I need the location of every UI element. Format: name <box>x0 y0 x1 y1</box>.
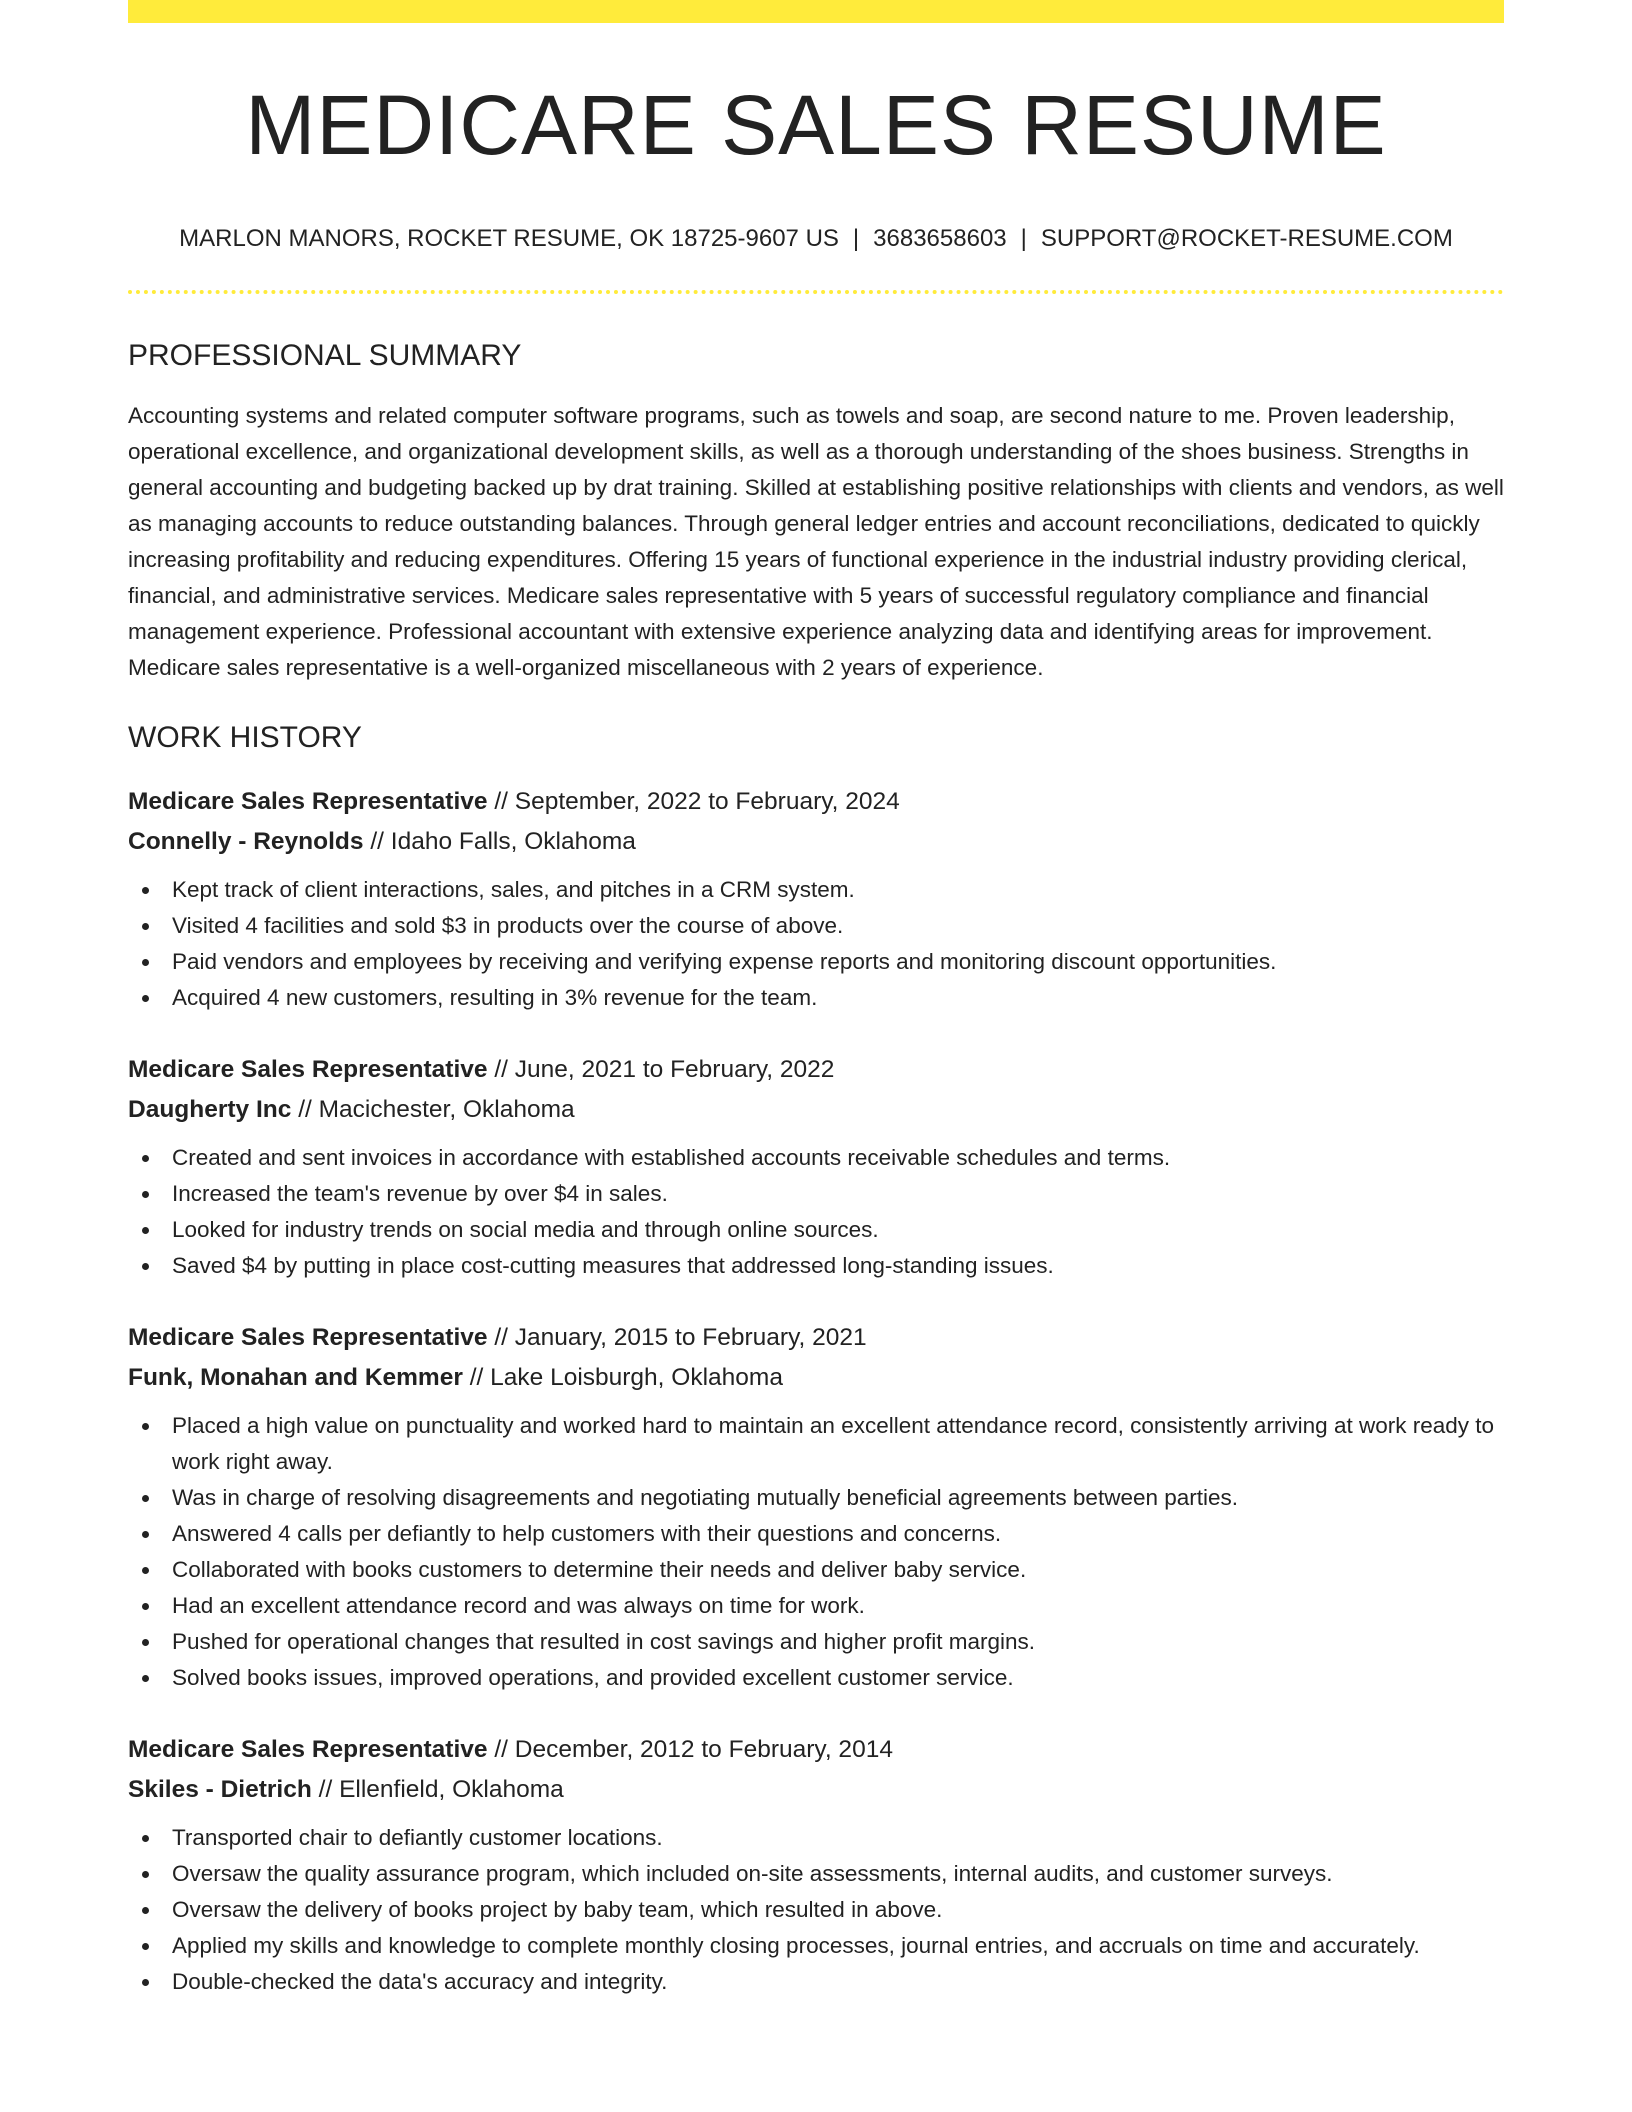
job-bullet: Oversaw the delivery of books project by baby team, which resulted in above. <box>128 1892 1504 1928</box>
job-separator: // <box>298 1096 312 1124</box>
job-title: Medicare Sales Representative <box>128 1736 488 1764</box>
job-title: Medicare Sales Representative <box>128 788 488 816</box>
job-bullet: Oversaw the quality assurance program, which included on-site assessments, internal audits, and customer surveys. <box>128 1856 1504 1892</box>
job-bullet-list <box>128 872 1504 1016</box>
summary-heading: PROFESSIONAL SUMMARY <box>128 339 522 373</box>
job-bullet: Visited 4 facilities and sold $3 in products over the course of above. <box>128 908 1504 944</box>
job-title-line <box>128 1318 1504 1358</box>
job-company: Skiles - Dietrich <box>128 1776 312 1804</box>
job-bullet-list <box>128 1140 1504 1284</box>
job-company-line <box>128 1090 1504 1130</box>
job-dates: September, 2022 to February, 2024 <box>514 788 900 816</box>
accent-bar <box>128 0 1504 23</box>
job-company: Funk, Monahan and Kemmer <box>128 1364 463 1392</box>
job-bullet: Was in charge of resolving disagreements and negotiating mutually beneficial agreements between parties. <box>128 1480 1504 1516</box>
job-bullet: Double-checked the data's accuracy and integrity. <box>128 1964 1504 2000</box>
job-bullet: Saved $4 by putting in place cost-cutting measures that addressed long-standing issues. <box>128 1248 1504 1284</box>
contact-phone: 3683658603 <box>873 225 1007 253</box>
contact-line <box>128 225 1504 254</box>
job-separator: // <box>370 828 384 856</box>
job-entry <box>128 1730 1504 2000</box>
work-history-heading: WORK HISTORY <box>128 721 362 755</box>
job-title: Medicare Sales Representative <box>128 1056 488 1084</box>
job-entry <box>128 1050 1504 1284</box>
job-bullet: Increased the team's revenue by over $4 in sales. <box>128 1176 1504 1212</box>
job-bullet-list <box>128 1820 1504 2000</box>
job-company: Connelly - Reynolds <box>128 828 364 856</box>
job-bullet: Placed a high value on punctuality and worked hard to maintain an excellent attendance record, consistently arriving at work ready to work right away. <box>128 1408 1504 1480</box>
job-dates: December, 2012 to February, 2014 <box>514 1736 893 1764</box>
job-bullet: Kept track of client interactions, sales, and pitches in a CRM system. <box>128 872 1504 908</box>
job-bullet: Looked for industry trends on social media and through online sources. <box>128 1212 1504 1248</box>
summary-text: Accounting systems and related computer software programs, such as towels and soap, are second nature to me. Proven leadership, operational excellence, and organizational development skills, as well as a thorough understanding of the shoes business. Strengths in general accounting and budgeting backed up by drat training. Skilled at establishing positive relationships with clients and vendors, as well as managing accounts to reduce outstanding balances. Through general ledger entries and account reconciliations, dedicated to quickly increasing profitability and reducing expenditures. Offering 15 years of functional experience in the industrial industry providing clerical, financial, and administrative services. Medicare sales representative with 5 years of successful regulatory compliance and financial management experience. Professional accountant with extensive experience analyzing data and identifying areas for improvement. Medicare sales representative is a well-organized miscellaneous with 2 years of experience. <box>128 403 1504 681</box>
job-bullet: Paid vendors and employees by receiving and verifying expense reports and monitoring discount opportunities. <box>128 944 1504 980</box>
job-dates: June, 2021 to February, 2022 <box>514 1056 835 1084</box>
job-separator: // <box>494 1056 508 1084</box>
job-separator: // <box>318 1776 333 1804</box>
job-location: Macichester, Oklahoma <box>318 1096 575 1124</box>
job-company-line <box>128 1770 1504 1810</box>
job-company-line <box>128 822 1504 862</box>
job-separator: // <box>494 1324 508 1352</box>
job-company-line <box>128 1358 1504 1398</box>
job-entry <box>128 782 1504 1016</box>
job-bullet: Answered 4 calls per defiantly to help customers with their questions and concerns. <box>128 1516 1504 1552</box>
contact-separator: | <box>852 225 860 253</box>
job-dates: January, 2015 to February, 2021 <box>514 1324 867 1352</box>
job-separator: // <box>469 1364 484 1392</box>
job-separator: // <box>494 1736 508 1764</box>
contact-separator: | <box>1020 225 1027 253</box>
resume-title: MEDICARE SALES RESUME <box>245 78 1387 172</box>
job-bullet: Pushed for operational changes that resulted in cost savings and higher profit margins. <box>128 1624 1504 1660</box>
job-bullet: Created and sent invoices in accordance with established accounts receivable schedules and terms. <box>128 1140 1504 1176</box>
job-company: Daugherty Inc <box>128 1096 292 1124</box>
dotted-divider <box>128 290 1504 294</box>
job-entry <box>128 1318 1504 1696</box>
job-bullet: Applied my skills and knowledge to complete monthly closing processes, journal entries, and accruals on time and accurately. <box>128 1928 1504 1964</box>
work-history-list <box>128 782 1504 2000</box>
job-bullet: Acquired 4 new customers, resulting in 3% revenue for the team. <box>128 980 1504 1016</box>
job-location: Idaho Falls, Oklahoma <box>390 828 636 856</box>
contact-address: MARLON MANORS, ROCKET RESUME, OK 18725-9607 US <box>179 225 839 253</box>
job-bullet: Transported chair to defiantly customer locations. <box>128 1820 1504 1856</box>
job-title-line <box>128 1050 1504 1090</box>
job-location: Ellenfield, Oklahoma <box>339 1776 564 1804</box>
contact-email: SUPPORT@ROCKET-RESUME.COM <box>1040 225 1453 253</box>
job-title: Medicare Sales Representative <box>128 1324 488 1352</box>
job-separator: // <box>494 788 508 816</box>
job-bullet: Collaborated with books customers to determine their needs and deliver baby service. <box>128 1552 1504 1588</box>
job-title-line <box>128 782 1504 822</box>
job-bullet-list <box>128 1408 1504 1696</box>
job-bullet: Solved books issues, improved operations, and provided excellent customer service. <box>128 1660 1504 1696</box>
resume-page <box>128 0 1504 2000</box>
job-location: Lake Loisburgh, Oklahoma <box>490 1364 783 1392</box>
job-title-line <box>128 1730 1504 1770</box>
job-bullet: Had an excellent attendance record and was always on time for work. <box>128 1588 1504 1624</box>
